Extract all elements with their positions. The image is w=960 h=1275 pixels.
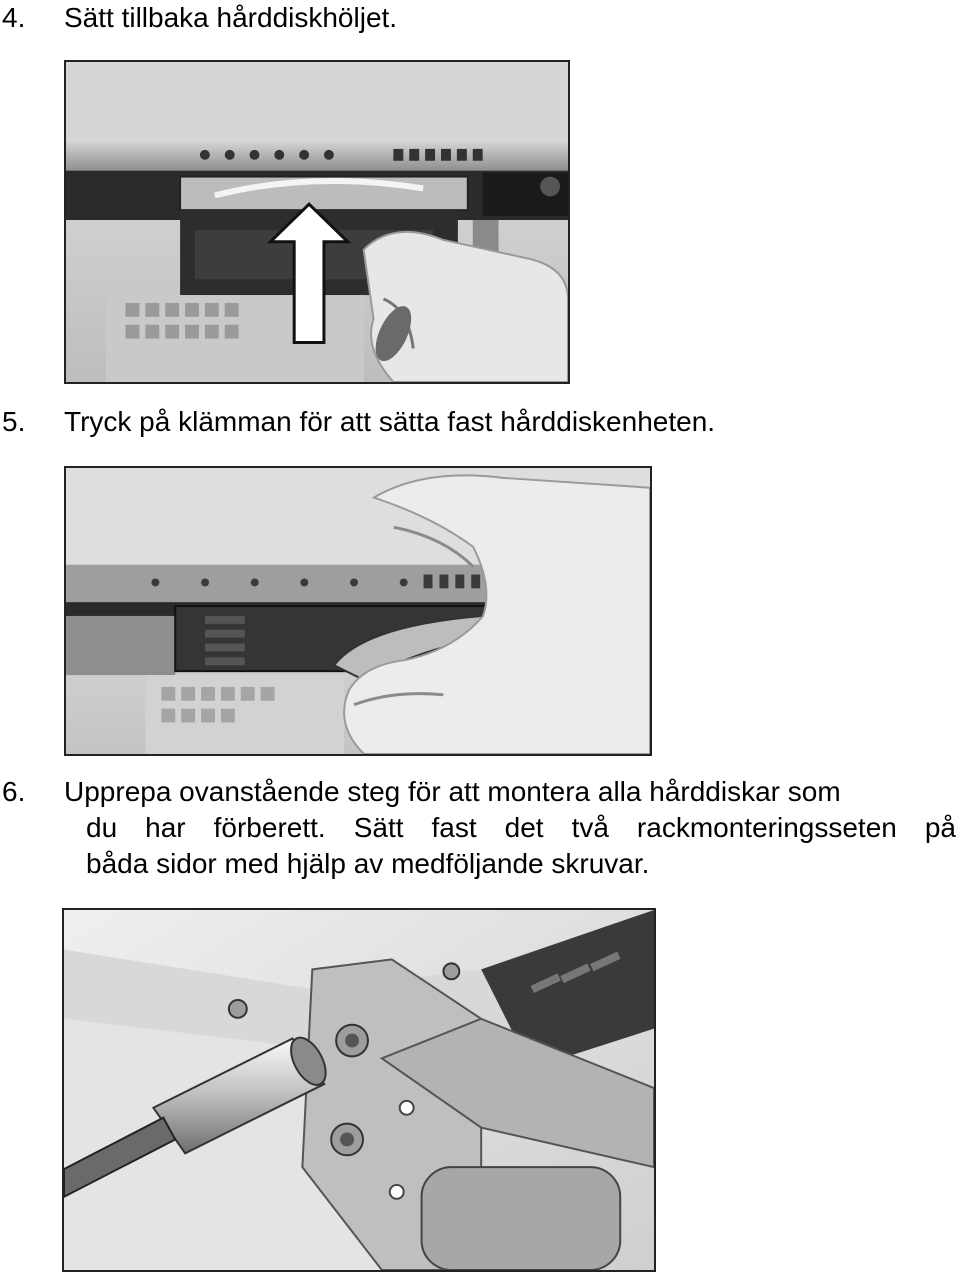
step-text-line-1: Upprepa ovanstående steg för att montera alla hårddiskar som [64,776,841,807]
photo-replace-hdd-cover [64,60,570,384]
rack-mount-illustration [64,910,654,1270]
step-text: Tryck på klämman för att sätta fast hårddiskenheten. [64,406,716,437]
photo-rack-mount-screws [62,908,656,1272]
press-latch-illustration [66,468,650,754]
step-text: Sätt tillbaka hårddiskhöljet. [64,2,398,33]
step-text [64,774,956,882]
photo-press-latch [64,466,652,756]
step-number: 4. [2,2,26,33]
step-number: 6. [2,776,26,807]
step-number: 5. [2,406,26,437]
step-text-line-2: du har förberett. Sätt fast det två rackmonteringsseten på [86,812,956,843]
step-text-line-3: båda sidor med hjälp av medföljande skruvar. [86,848,650,879]
hdd-cover-illustration [66,62,568,382]
